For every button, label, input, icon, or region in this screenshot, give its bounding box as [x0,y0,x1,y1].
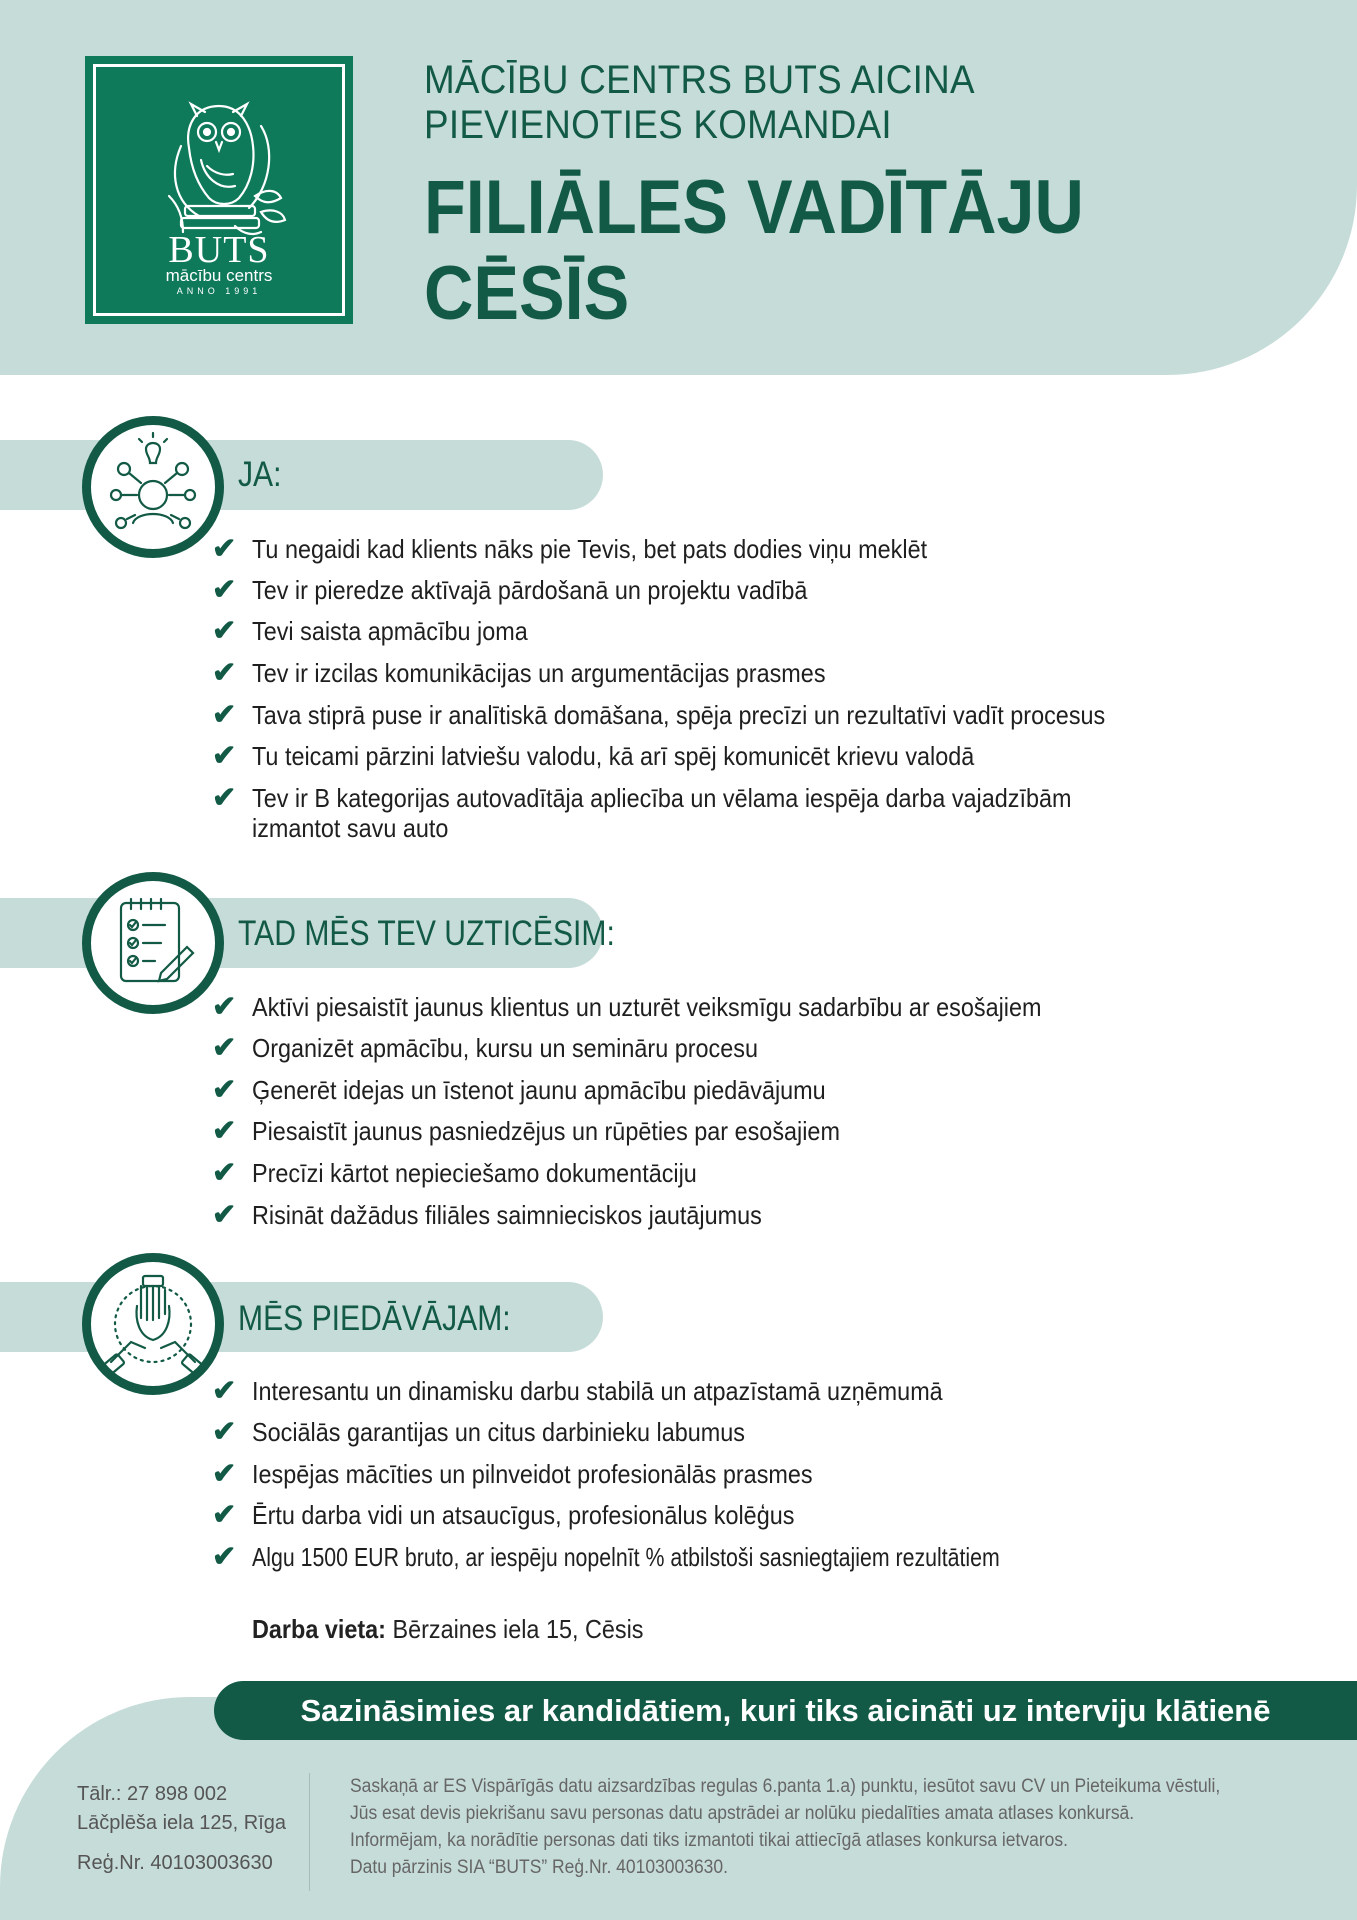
list-item: Tu negaidi kad klients nāks pie Tevis, bet pats dodies viņu meklēt [252,534,928,564]
check-icon: ✔ [212,615,237,647]
section-title-piedavajam: MĒS PIEDĀVĀJAM: [238,1299,511,1338]
checklist-icon [91,881,215,1005]
list-item: Tev ir B kategorijas autovadītāja apliecība un vēlama iespēja darba vajadzībām [252,783,1072,813]
list-item: Organizēt apmācību, kursu un semināru procesu [252,1033,758,1063]
check-icon: ✔ [212,740,237,772]
gdpr-line: Saskaņā ar ES Vispārīgās datu aizsardzības regulas 6.panta 1.a) punktu, iesūtot savu CV un Pieteikuma vēstuli, [350,1776,1221,1797]
footer-divider [309,1773,310,1891]
check-icon: ✔ [212,1115,237,1147]
list-item: Aktīvi piesaistīt jaunus klientus un uzturēt veiksmīgu sadarbību ar esošajiem [252,992,1042,1022]
footer-address: Lāčplēša iela 125, Rīga [77,1812,287,1834]
header-line-2: PIEVIENOTIES KOMANDAI [424,103,892,147]
gdpr-line: Jūs esat devis piekrišanu savu personas datu apstrādei ar nolūku piedalīties amata atlases konkursā. [350,1803,1135,1824]
check-icon: ✔ [212,991,237,1023]
check-icon: ✔ [212,1157,237,1189]
list-item: Risināt dažādus filiāles saimnieciskos jautājumus [252,1200,762,1230]
gdpr-line: Datu pārzinis SIA “BUTS” Reģ.Nr. 40103003630. [350,1857,728,1878]
check-icon: ✔ [212,1458,237,1490]
job-title: FILIĀLES VADĪTĀJU [424,165,1084,250]
job-location-title: CĒSĪS [424,251,630,336]
list-item: Tev ir izcilas komunikācijas un argumentācijas prasmes [252,658,826,688]
list-item: Piesaistīt jaunus pasniedzējus un rūpēties par esošajiem [252,1116,840,1146]
section-icon-circle-ja [82,416,224,558]
work-location [252,1614,643,1645]
list-item: Iespējas mācīties un pilnveidot profesionālās prasmes [252,1459,813,1489]
list-item-continuation: izmantot savu auto [252,813,449,843]
check-icon: ✔ [212,657,237,689]
check-icon: ✔ [212,1416,237,1448]
list-item: Tu teicami pārzini latviešu valodu, kā arī spēj komunicēt krievu valodā [252,741,975,771]
check-icon: ✔ [212,1199,237,1231]
work-location-label: Darba vieta: [252,1614,386,1644]
check-icon: ✔ [212,1541,237,1573]
list-item: Interesantu un dinamisku darbu stabilā un atpazīstamā uzņēmumā [252,1376,943,1406]
logo-anno: ANNO 1991 [176,286,262,296]
check-icon: ✔ [212,533,237,565]
list-item: Ērtu darba vidi un atsaucīgus, profesionālus kolēģus [252,1500,795,1530]
check-icon: ✔ [212,574,237,606]
list-item: Ģenerēt idejas un īstenot jaunu apmācību piedāvājumu [252,1075,826,1105]
list-item: Tevi saista apmācību joma [252,616,528,646]
check-icon: ✔ [212,699,237,731]
header-line-1: MĀCĪBU CENTRS BUTS AICINA [424,58,975,102]
check-icon: ✔ [212,1499,237,1531]
check-icon: ✔ [212,1032,237,1064]
logo-subtitle: mācību centrs [165,266,273,285]
section-title-uzticesim: TAD MĒS TEV UZTICĒSIM: [238,914,615,953]
check-icon: ✔ [212,1074,237,1106]
section-icon-circle-uzticesim [82,872,224,1014]
list-item: Tev ir pieredze aktīvajā pārdošanā un projektu vadībā [252,575,808,605]
check-icon: ✔ [212,782,237,814]
section-icon-circle-piedavajam [82,1253,224,1395]
list-item: Precīzi kārtot nepieciešamo dokumentāciju [252,1158,697,1188]
footer-reg-number: Reģ.Nr. 40103003630 [77,1852,273,1874]
contact-banner [214,1681,1357,1740]
work-location-value: Bērzaines iela 15, Cēsis [385,1614,644,1644]
gdpr-line: Informējam, ka norādītie personas dati tiks izmantoti tikai attiecīgā atlases konkursa ietvaros. [350,1830,1068,1851]
section-title-ja: JA: [238,455,282,494]
footer-phone: Tālr.: 27 898 002 [77,1783,228,1805]
person-idea-icon [91,425,215,549]
buts-logo [85,56,353,324]
contact-banner-text: Sazināsimies ar kandidātiem, kuri tiks aicināti uz interviju klātienē [300,1693,1271,1728]
list-item: Tava stiprā puse ir analītiskā domāšana, spēja precīzi un rezultatīvi vadīt procesus [252,700,1106,730]
handshake-icon [91,1262,215,1386]
check-icon: ✔ [212,1375,237,1407]
logo-name: BUTS [168,229,270,271]
list-item-salary: Algu 1500 EUR bruto, ar iespēju nopelnīt % atbilstoši sasniegtajiem rezultātiem [252,1542,1000,1572]
list-item: Sociālās garantijas un citus darbinieku labumus [252,1417,745,1447]
